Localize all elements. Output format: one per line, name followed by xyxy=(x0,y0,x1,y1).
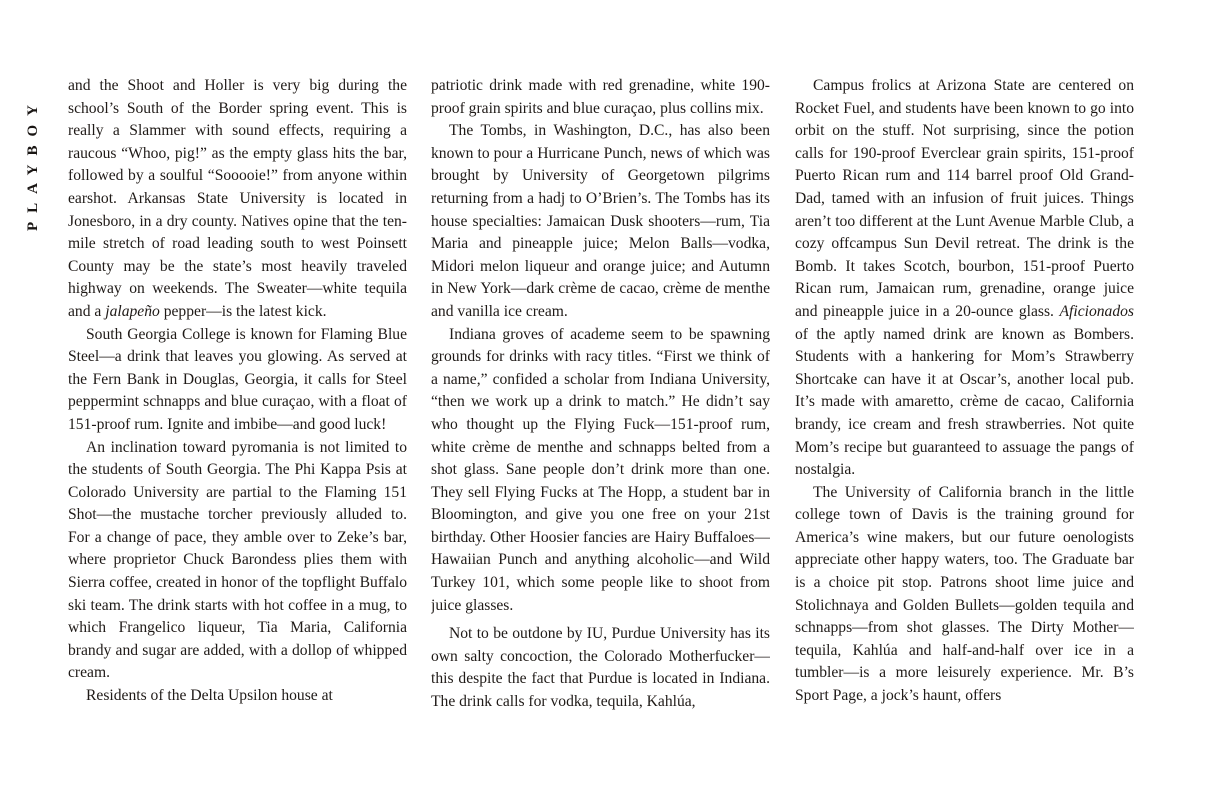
text-column-2 xyxy=(431,75,770,810)
paragraph-text: Residents of the Delta Upsilon house at xyxy=(86,687,333,705)
paragraph xyxy=(795,75,1134,482)
paragraph-italic-text: jalapeño xyxy=(105,302,160,320)
paragraph-text: and the Shoot and Holler is very big during the school’s South of the Border spring event. This is really a Slammer with sound effects, requiring a raucous “Whoo, pig!” as the empty glass hits the bar, followed by a soulful “Sooooie!” from anyone within earshot. Arkansas State University is located in Jonesboro, in a dry county. Natives opine that the ten-mile stretch of road leading south to west Poinsett County may be the state’s most heavily traveled highway on weekends. The Sweater—white tequila and a xyxy=(68,77,407,320)
paragraph xyxy=(68,75,407,324)
paragraph xyxy=(431,75,770,120)
margin-label xyxy=(18,68,48,258)
text-column-3 xyxy=(795,75,1134,810)
paragraph-text: An inclination toward pyromania is not limited to the students of South Georgia. The Phi Kappa Psis at Colorado University are partial to the Flaming 151 Shot—the mustache torcher previously alluded to. For a change of pace, they amble over to Zeke’s bar, where proprietor Chuck Barondess plies them with Sierra coffee, created in honor of the topflight Buffalo ski team. The drink starts with hot coffee in a mug, to which Frangelico liqueur, Tia Maria, California brandy and sugar are added, with a dollop of whipped cream. xyxy=(68,438,407,682)
paragraph-text: The University of California branch in the little college town of Davis is the training ground for America’s wine makers, but our future oenologists appreciate other happy waters, too. The Graduate bar is a choice pit stop. Patrons shoot lime juice and Stolichnaya and Golden Bullets—golden tequila and schnapps—from shot glasses. The Dirty Mother—tequila, Kahlúa and half-and-half over ice in a tumbler—is a more leisurely experience. Mr. B’s Sport Page, a jock’s haunt, offers xyxy=(795,483,1134,705)
text-column-1 xyxy=(68,75,407,810)
paragraph xyxy=(431,120,770,323)
paragraph xyxy=(68,324,407,437)
margin-label-text: PLAYBOY xyxy=(24,95,41,231)
paragraph xyxy=(431,623,770,713)
paragraph xyxy=(795,482,1134,708)
paragraph-text: Not to be outdone by IU, Purdue University has its own salty concoction, the Colorado Motherfucker—this despite the fact that Purdue is located in Indiana. The drink calls for vodka, tequila, Kahlúa, xyxy=(431,625,770,711)
paragraph xyxy=(68,685,407,708)
paragraph-text: Indiana groves of academe seem to be spawning grounds for drinks with racy titles. “First we think of a name,” confided a scholar from Indiana University, “then we work up a drink to match.” He didn’t say who thought up the Flying Fuck—151-proof rum, white crème de menthe and schnapps belted from a shot glass. Sane people don’t drink more than one. They sell Flying Fucks at The Hopp, a student bar in Bloomington, and give you one free on your 21st birthday. Other Hoosier fancies are Hairy Buffaloes—Hawaiian Punch and anything alcoholic—and Wild Turkey 101, which some people like to shoot from juice glasses. xyxy=(431,325,770,614)
paragraph-text-continued: of the aptly named drink are known as Bombers. Students with a hankering for Mom’s Strawberry Shortcake can have it at Oscar’s, another local pub. It’s made with amaretto, crème de cacao, California brandy, ice cream and fresh strawberries. Not quite Mom’s recipe but guaranteed to assuage the pangs of nostalgia. xyxy=(795,325,1134,479)
paragraph xyxy=(68,437,407,686)
paragraph-italic-text: Aficionados xyxy=(1059,302,1134,320)
paragraph-text: Campus frolics at Arizona State are centered on Rocket Fuel, and students have been known to go into orbit on the stuff. Not surprising, since the potion calls for 190-proof Everclear grain spirits, 151-proof Puerto Rican rum and 114 barrel proof Old Grand-Dad, tamed with an infusion of fruit juices. Things aren’t too different at the Lunt Avenue Marble Club, a cozy offcampus Sun Devil retreat. The drink is the Bomb. It takes Scotch, bourbon, 151-proof Puerto Rican rum, Jamaican rum, grenadine, orange juice and pineapple juice in a 20-ounce glass. xyxy=(795,77,1134,320)
paragraph-text-continued: pepper—is the latest kick. xyxy=(159,302,327,320)
paragraph-text: The Tombs, in Washington, D.C., has also been known to pour a Hurricane Punch, news of which was brought by University of Georgetown pilgrims returning from a hadj to O’Brien’s. The Tombs has its house specialties: Jamaican Dusk shooters—rum, Tia Maria and pineapple juice; Melon Balls—vodka, Midori melon liqueur and orange juice; and Autumn in New York—dark crème de cacao, crème de menthe and vanilla ice cream. xyxy=(431,122,770,320)
paragraph xyxy=(431,324,770,618)
paragraph-text: patriotic drink made with red grenadine, white 190-proof grain spirits and blue curaçao, plus collins mix. xyxy=(431,77,770,117)
paragraph-text: South Georgia College is known for Flaming Blue Steel—a drink that leaves you glowing. As served at the Fern Bank in Douglas, Georgia, it calls for Steel peppermint schnapps and blue curaçao, with a float of 151-proof rum. Ignite and imbibe—and good luck! xyxy=(68,325,407,433)
